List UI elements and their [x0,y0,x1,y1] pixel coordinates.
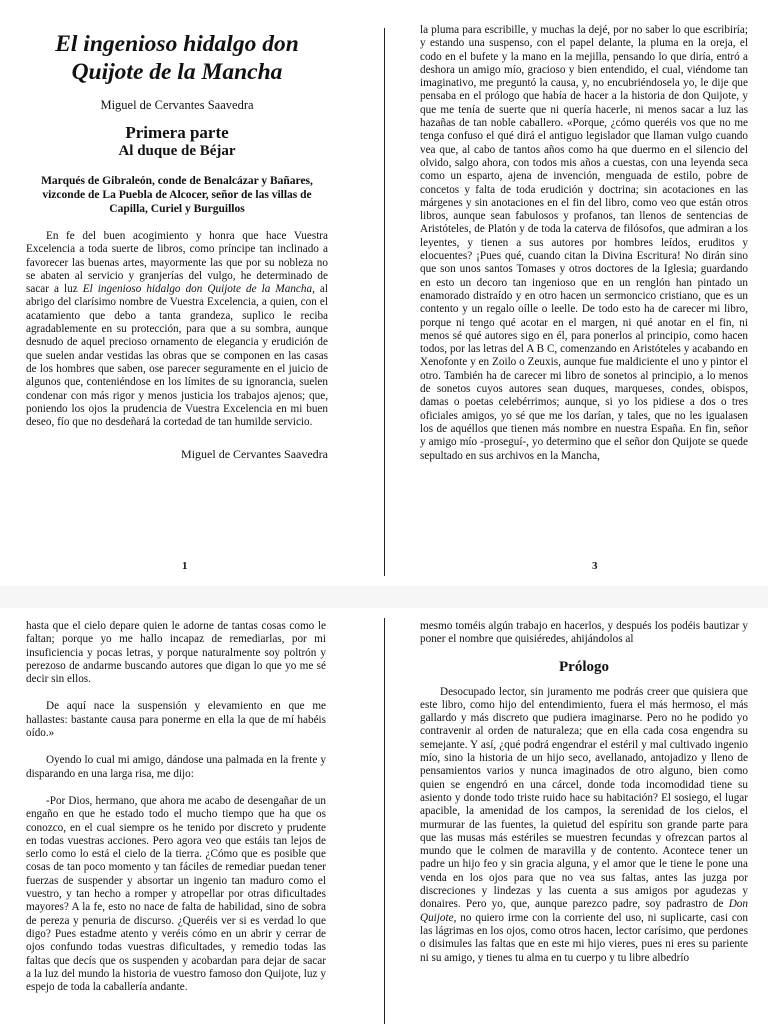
page-1 [0,0,384,586]
signature: Miguel de Cervantes Saavedra [181,447,328,462]
paragraph: De aquí nace la suspensión y elevamiento en que me hallastes: bastante causa para ponerme en ella la que de mí habéis oído.» [26,700,326,740]
page-number: 3 [592,560,598,572]
page-2 [0,586,384,1024]
paragraph: mesmo toméis algún trabajo en hacerlos, y después los podéis bautizar y poner el nombre que quisiéredes, ahijándolos al [420,620,748,646]
prologue-continuation: la pluma para escribille, y muchas la dejé, por no saber lo que escribiría; y estando una suspenso, con el papel delante, la pluma en la oreja, el codo en el bufete y la mano en la mejilla, pensando lo que diría, entró a deshora un amigo mío, gracioso y bien entendido, el cual, viéndome tan imaginativo, me preguntó la causa, y, no encubriéndosela yo, le dije que pensaba en el prólogo que había de hacer a la historia de don Quijote, y que me tenía de suerte que ni quería hacerle, ni menos sacar a luz las hazañas de tan noble caballero. «Porque, ¿cómo queréis vos que no me tenga confuso el qué dirá el antiguo legislador que llaman vulgo cuando vea que, al cabo de tantos años como ha que duermo en el silencio del olvido, salgo ahora, con todos mis años a cuestas, con una leyenda seca como un esparto, ajena de invención, menguada de estilo, pobre de concetos y falta de toda erudición y doctrina; sin acotaciones en las márgenes y sin anotaciones en el fin del libro, como veo que están otros libros, aunque sean fabulosos y profanos, tan llenos de sentencias de Aristóteles, de Platón y de toda la caterva de filósofos, que admiran a los leyentes, y tienen a sus autores por hombres leídos, eruditos y elocuentes? ¡Pues qué, cuando citan la Divina Escritura! No dirán sino que son unos santos Tomases y otros doctores de la Iglesia; guardando en esto un decoro tan ingenioso que en un renglón han pintado un enamorado distraído y en otro hacen un sermoncico cristiano, que es un contento y un regalo oílle o leelle. De todo esto ha de carecer mi libro, porque ni tengo qué acotar en el margen, ni qué anotar en el fin, ni menos sé qué autores sigo en él, para ponerlos al principio, como hacen todos, por las letras del A B C, comenzando en Aristóteles y acabando en Xenofonte y en Zoilo o Zeuxis, aunque fue maldiciente el uno y pintor el otro. También ha de carecer mi libro de sonetos al principio, a lo menos de sonetos cuyos autores sean duques, marqueses, condes, obispos, damas o poetas celebérrimos; aunque, si yo los pidiese a dos o tres oficiales amigos, yo sé que me los darían, y tales, que no les igualasen los de aquéllos que tienen más nombre en nuestra España. En fin, señor y amigo mío -proseguí-, yo determino que el señor don Quijote se quede sepultado en sus archivos en la Mancha, [420,24,748,462]
page-4 [384,586,768,1024]
page-3 [384,0,768,586]
part-subtitle: Al duque de Béjar [118,143,236,159]
author-name: Miguel de Cervantes Saavedra [100,98,254,112]
prologue-text-a: Desocupado lector, sin juramento me podrás creer que quisiera que este libro, como hijo del entendimiento, fuera el más hermoso, el más gallardo y más discreto que pudiera imaginarse. Pero no he podido yo contravenir al orden de naturaleza; que en ella cada cosa engendra su semejante. Y así, ¿qué podrá engendrar el estéril y mal cultivado ingenio mío, sino la historia de un hijo seco, avellanado, antojadizo y lleno de pensamientos varios y nunca imaginados de otro alguno, bien como quien se engendró en una cárcel, donde toda incomodidad tiene su asiento y donde todo triste ruido hace su habitación? El sosiego, el lugar apacible, la amenidad de los campos, la serenidad de los cielos, el murmurar de las fuentes, la quietud del espíritu son grande parte para que las musas más estériles se muestren fecundas y ofrezcan partos al mundo que le colmen de maravilla y de contento. Acontece tener un padre un hijo feo y sin gracia alguna, y el amor que le tiene le pone una venda en los ojos para que no vea sus faltas, antes las juzga por discreciones y lindezas y las cuenta a sus amigos por agudezas y donaires. Pero yo, que, aunque parezco padre, soy padrastro de [420,685,748,911]
prologue-paragraph [420,686,748,965]
section-heading-prologo: Prólogo [559,658,609,675]
paragraph: -Por Dios, hermano, que ahora me acabo de desengañar de un engaño en que he estado todo el mucho tiempo que ha que os conozco, en el cual siempre os he tenido por discreto y prudente en todas vuestras acciones. Pero agora veo que estáis tan lejos de serlo como lo está el cielo de la tierra. ¿Cómo que es posible que cosas de tan poco momento y tan fáciles de remediar puedan tener fuerzas de suspender y absortar un ingenio tan maduro como el vuestro, y tan hecho a romper y atropellar por otras dificultades mayores? A la fe, esto no nace de falta de habilidad, sino de sobra de pereza y penuria de discurso. ¿Queréis ver si es verdad lo que digo? Pues estadme atento y veréis cómo en un abrir y cerrar de ojos confundo todas vuestras dificultades, y remedio todas las faltas que decís que os suspenden y acobardan para dejar de sacar a la luz del mundo la historia de vuestro famoso don Quijote, luz y espejo de toda la caballería andante. [26,794,326,994]
paragraph: Oyendo lo cual mi amigo, dándose una palmada en la frente y disparando en una larga risa, me dijo: [26,754,326,780]
dedication-text-a: En fe del buen acogimiento y honra que hace Vuestra Excelencia a toda suerte de libros, como príncipe tan inclinado a favorecer las buenas artes, mayormente las que por su nobleza no se abaten al servicio y granjerías del vulgo, he determinado de sacar a luz [26,230,328,296]
book-title-line-1: El ingenioso hidalgo don [55,31,299,57]
dedication-book-title: El ingenioso hidalgo don Quijote de la Mancha [82,283,313,296]
dedicatee-titles: Marqués de Gibraleón, conde de Benalcázar y Bañares, vizconde de La Puebla de Alcocer, señor de las villas de Capilla, Curiel y Burguillos [41,175,313,215]
dedication-paragraph [26,230,328,429]
paragraph: hasta que el cielo depare quien le adorne de tantas cosas como le faltan; porque yo me hallo incapaz de remediarlas, por mi insuficiencia y pocas letras, y porque naturalmente soy poltrón y perezoso de andarme buscando autores que digan lo que yo me sé decir sin ellos. [26,620,326,686]
page-number: 1 [182,560,188,572]
part-title: Primera parte [125,123,229,142]
dedication-text-b: , al abrigo del clarísimo nombre de Vuestra Excelencia, a quien, con el acatamiento que debo a tanta grandeza, suplico le reciba agradablemente en su protección, para que a su sombra, aunque desnudo de aquel precioso ornamento de elegancia y erudición de que suelen andar vestidas las obras que se componen en las casas de los hombres que saben, ose parecer seguramente en el juicio de algunos que, conteniéndose en los límites de su ignorancia, suelen condenar con más rigor y menos justicia los trabajos ajenos; que, poniendo los ojos la prudencia de Vuestra Excelencia en mi buen deseo, fío que no desdeñará la cortedad de tan humilde servicio. [26,283,328,429]
prologue-book-title: Don Quijote [420,898,748,924]
prologue-text-b: , no quiero irme con la corriente del uso, ni suplicarte, casi con las lágrimas en los ojos, como otros hacen, lector carísimo, que perdones o disimules las faltas que en este mi hijo vieres, pues ni eres su pariente ni su amigo, y tienes tu alma en tu cuerpo y tu libre albedrío [420,911,748,964]
book-title [26,30,328,86]
book-title-line-2: Quijote de la Mancha [71,59,283,85]
